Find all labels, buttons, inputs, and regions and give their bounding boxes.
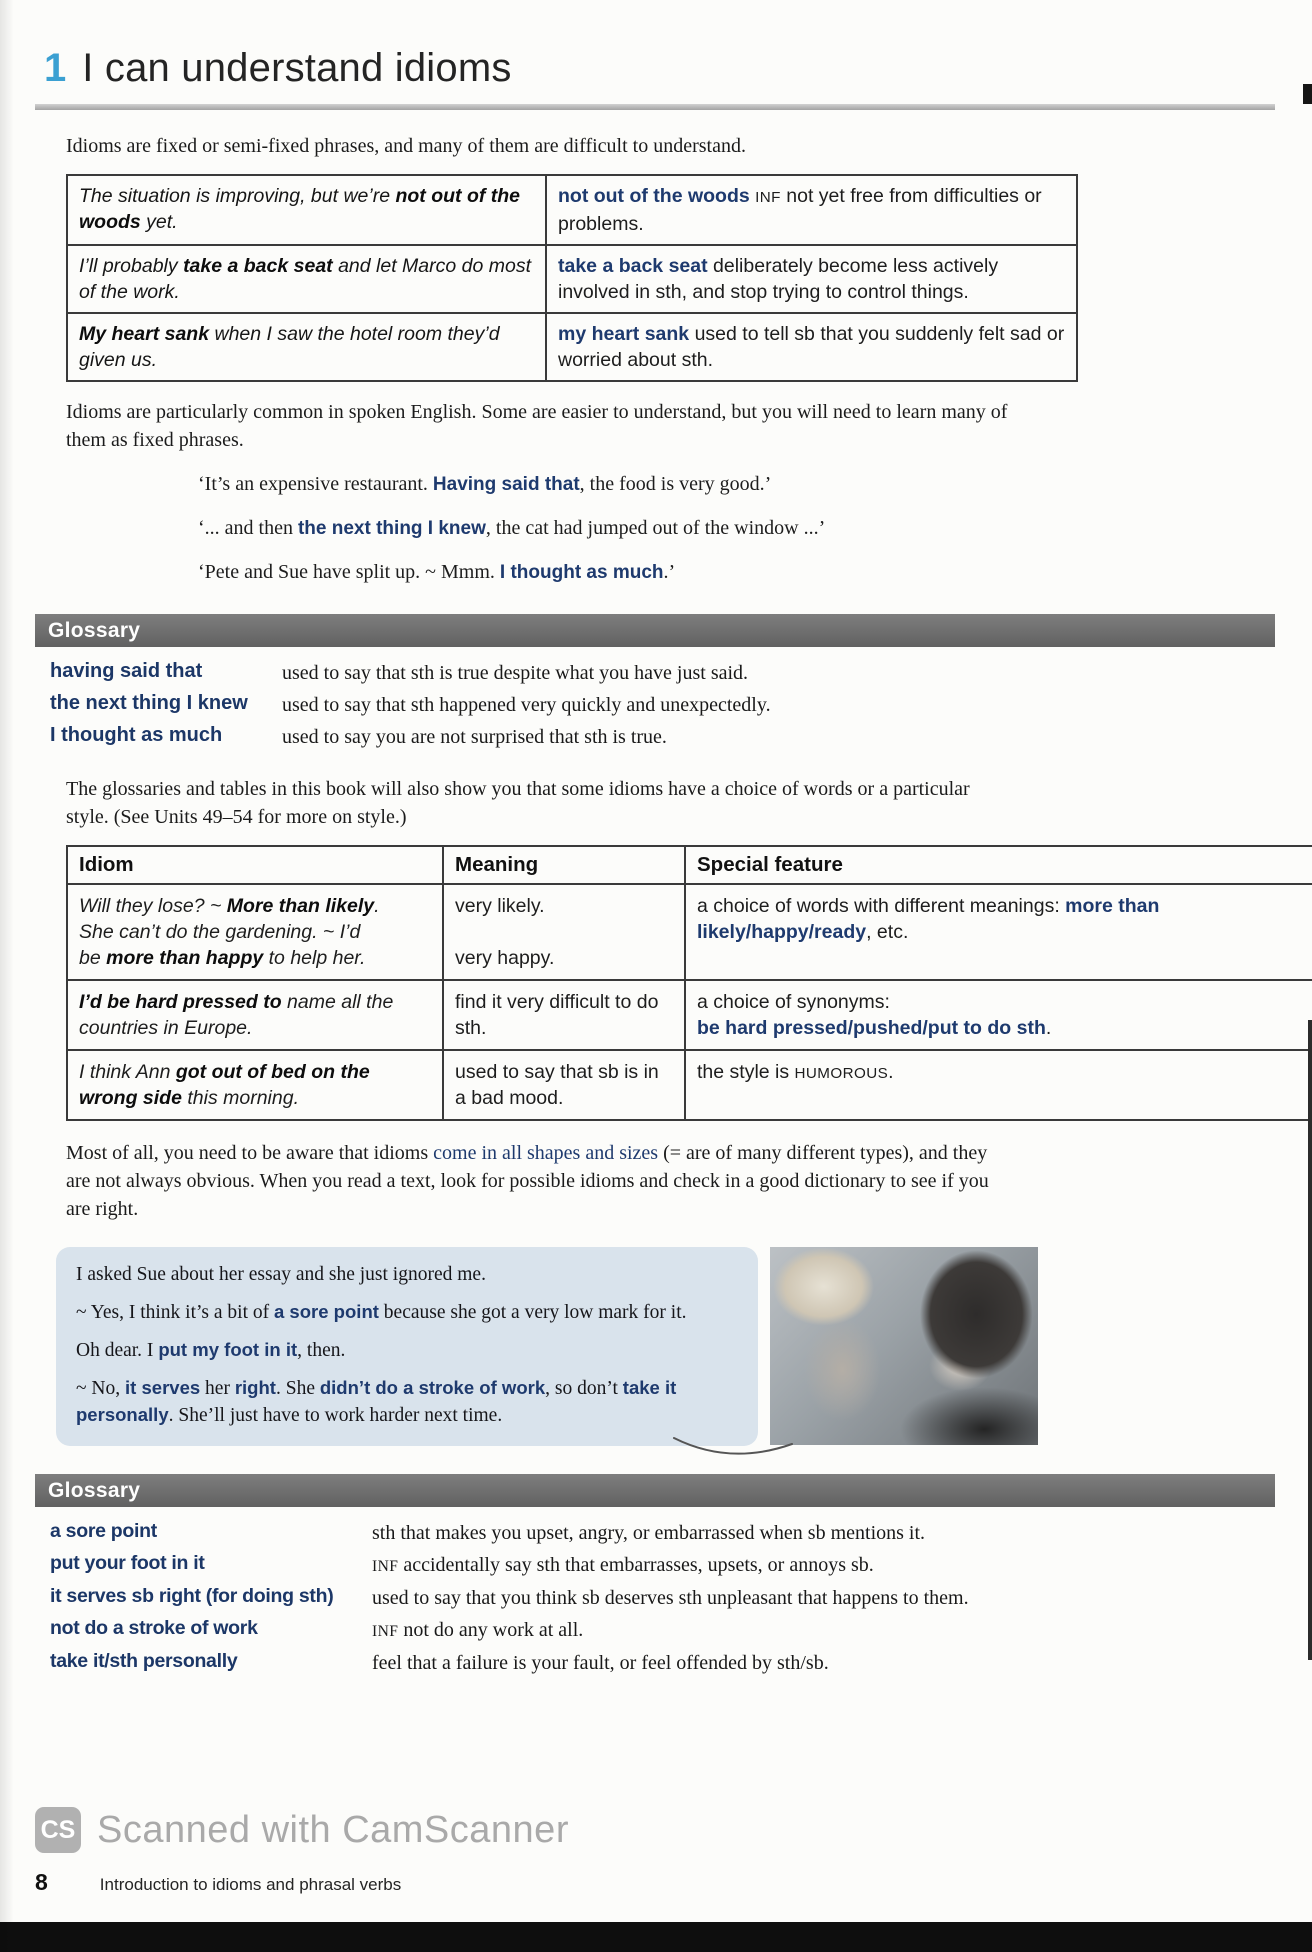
feature-cell: a choice of synonyms: be hard pressed/pushed/put to do sth. — [685, 980, 1312, 1050]
glossary-header-bar — [35, 614, 1275, 647]
meaning-cell: very likely. very happy. — [443, 884, 685, 980]
table-row — [67, 245, 1077, 313]
glossary-list — [50, 1520, 1267, 1677]
dialogue-line: ~ No, it serves her right. She didn’t do a stroke of work, so don’t take it personally. She’ll just have to work harder next time. — [76, 1377, 677, 1426]
example-sentence: I’ll probably take a back seat and let Marco do most of the work. — [67, 245, 546, 313]
shapes-and-sizes-paragraph: Most of all, you need to be aware that idioms come in all shapes and sizes (= are of many different types), and they are not always obvious. When you read a text, look for possible idioms and check in a good dictionary to see if you are right. — [66, 1142, 989, 1220]
page-number: 8 — [35, 1869, 48, 1895]
intro-paragraph: Idioms are fixed or semi-fixed phrases, and many of them are difficult to understand. — [66, 135, 746, 157]
camscanner-watermark — [35, 1807, 1267, 1853]
page-title: I can understand idioms — [82, 46, 512, 90]
glossary-term: put your foot in it — [50, 1552, 205, 1574]
glossary-definition: used to say that sth happened very quickly and unexpectedly. — [282, 694, 771, 716]
title-divider — [35, 104, 1275, 110]
dialogue-line: I asked Sue about her essay and she just ignored me. — [76, 1264, 486, 1285]
column-header-special-feature: Special feature — [685, 846, 1312, 884]
glossary-term: having said that — [50, 660, 203, 682]
scan-edge-bar — [0, 1922, 1312, 1952]
dialogue-line: Oh dear. I put my foot in it, then. — [76, 1339, 346, 1361]
table-row — [67, 884, 1312, 980]
example-sentence: The situation is improving, but we’re not out of the woods yet. — [67, 175, 546, 245]
glossary-entry — [50, 1552, 1267, 1580]
glossary-definition: used to say that sth is true despite what you have just said. — [282, 662, 749, 684]
dialogue-section — [56, 1247, 1267, 1446]
glossary-entry — [50, 1520, 1267, 1547]
example-sentence: My heart sank when I saw the hotel room they’d given us. — [67, 313, 546, 381]
table-row — [67, 313, 1077, 381]
glossary-entry — [50, 724, 1267, 751]
glossary-term: the next thing I knew — [50, 692, 248, 714]
unit-number: 1 — [44, 46, 67, 90]
idiom-definition: take a back seat deliberately become less actively involved in sth, and stop trying to control things. — [546, 245, 1077, 313]
glossary-list — [50, 660, 1267, 751]
glossary-definition: used to say that you think sb deserves sth unpleasant that happens to them. — [372, 1587, 969, 1609]
meaning-cell: used to say that sb is in a bad mood. — [443, 1050, 685, 1120]
glossary-definition: sth that makes you upset, angry, or embarrassed when sb mentions it. — [372, 1522, 926, 1544]
two-people-talking-photo — [770, 1247, 1038, 1445]
spoken-examples — [42, 454, 1267, 586]
dialogue-box — [56, 1247, 758, 1446]
column-header-meaning: Meaning — [443, 846, 685, 884]
glossary-term: I thought as much — [50, 724, 223, 746]
table-row — [67, 980, 1312, 1050]
footer-section-title: Introduction to idioms and phrasal verbs — [99, 1875, 402, 1894]
glossary-title: Glossary — [48, 1479, 141, 1502]
quote-line: ‘... and then the next thing I knew, the cat had jumped out of the window ...’ — [198, 517, 826, 539]
watermark-text: Scanned with CamScanner — [97, 1808, 569, 1851]
features-table — [66, 845, 1312, 1121]
glossary-term: not do a stroke of work — [50, 1617, 258, 1639]
style-paragraph: The glossaries and tables in this book will also show you that some idioms have a choice of words or a particular style. (See Units 49–54 for more on style.) — [66, 778, 970, 828]
examples-table — [66, 174, 1078, 382]
glossary-entry — [50, 1650, 1267, 1677]
feature-cell: the style is HUMOROUS. — [685, 1050, 1312, 1120]
glossary-term: take it/sth personally — [50, 1650, 238, 1672]
glossary-entry — [50, 692, 1267, 719]
glossary-entry — [50, 1617, 1267, 1645]
table-row — [67, 1050, 1312, 1120]
glossary-definition: INF accidentally say sth that embarrasses, upsets, or annoys sb. — [372, 1554, 874, 1576]
glossary-term: it serves sb right (for doing sth) — [50, 1585, 334, 1607]
glossary-header-bar — [35, 1474, 1275, 1507]
idiom-definition: my heart sank used to tell sb that you suddenly felt sad or worried about sth. — [546, 313, 1077, 381]
glossary-definition: feel that a failure is your fault, or feel offended by sth/sb. — [372, 1652, 829, 1674]
glossary-entry — [50, 1585, 1267, 1612]
scan-edge-line — [1308, 1020, 1312, 1660]
spoken-english-paragraph: Idioms are particularly common in spoken English. Some are easier to understand, but you will need to learn many of them as fixed phrases. — [66, 401, 1008, 451]
idiom-cell: I think Ann got out of bed on the wrong side this morning. — [67, 1050, 443, 1120]
table-header-row — [67, 846, 1312, 884]
table-row — [67, 175, 1077, 245]
glossary-title: Glossary — [48, 619, 141, 642]
page-footer — [35, 1869, 1267, 1896]
column-header-idiom: Idiom — [67, 846, 443, 884]
idiom-cell: I’d be hard pressed to name all the countries in Europe. — [67, 980, 443, 1050]
meaning-cell: find it very difficult to do sth. — [443, 980, 685, 1050]
dialogue-line: ~ Yes, I think it’s a bit of a sore point because she got a very low mark for it. — [76, 1301, 687, 1323]
glossary-definition: used to say you are not surprised that sth is true. — [282, 726, 667, 748]
glossary-term: a sore point — [50, 1520, 157, 1542]
idiom-definition: not out of the woods INF not yet free from difficulties or problems. — [546, 175, 1077, 245]
quote-line: ‘It’s an expensive restaurant. Having said that, the food is very good.’ — [198, 473, 772, 495]
idiom-cell: Will they lose? ~ More than likely. She can’t do the gardening. ~ I’d be more than happy to help her. — [67, 884, 443, 980]
scan-corner-mark — [1303, 84, 1312, 104]
glossary-entry — [50, 660, 1267, 687]
scan-pen-mark — [668, 1432, 798, 1466]
feature-cell: a choice of words with different meanings: more than likely/happy/ready, etc. — [685, 884, 1312, 980]
camscanner-logo-icon: CS — [35, 1807, 81, 1853]
quote-line: ‘Pete and Sue have split up. ~ Mmm. I thought as much.’ — [198, 561, 676, 583]
unit-header — [44, 48, 1267, 88]
glossary-definition: INF not do any work at all. — [372, 1619, 584, 1641]
